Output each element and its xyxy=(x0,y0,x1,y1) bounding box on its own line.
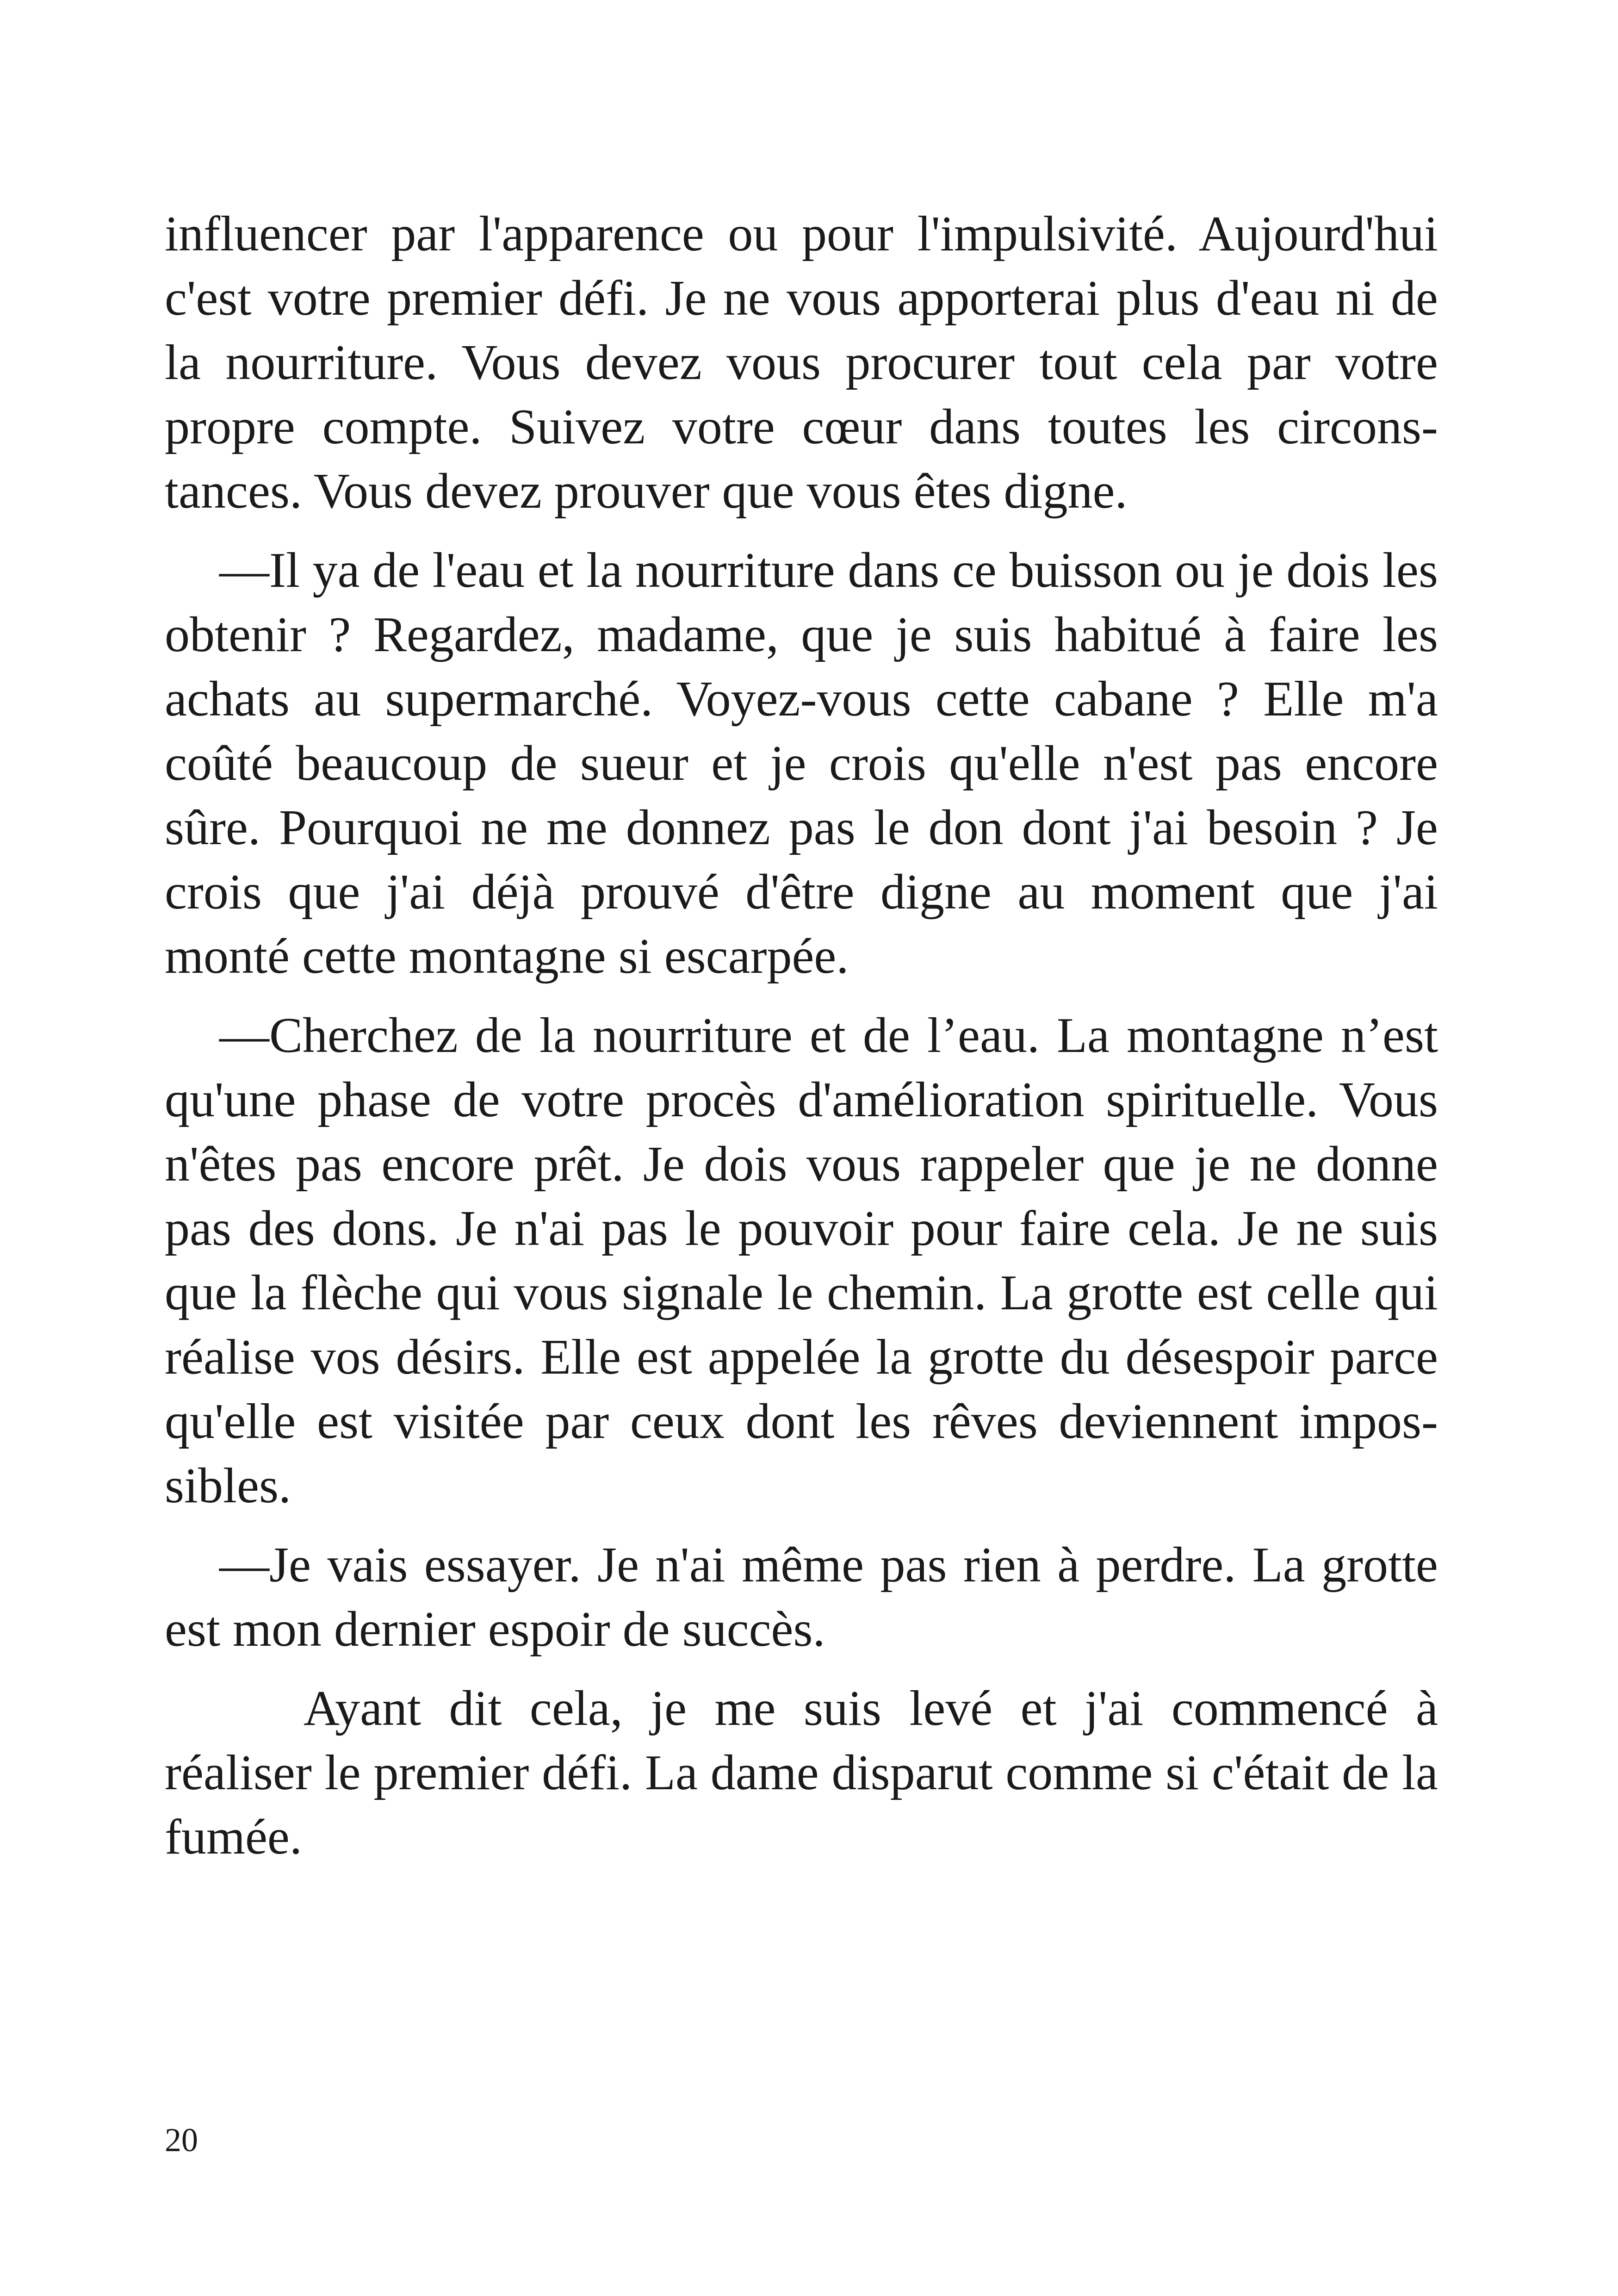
paragraph-dialogue-3: —Je vais essayer. Je n'ai même pas rien à perdre. La grotte est mon dernier espoir de succès. xyxy=(165,1537,1438,1657)
paragraph-narration: Ayant dit cela, je me suis levé et j'ai commencé à réaliser le premier défi. La dame disparut comme si c'était de la fumée. xyxy=(165,1681,1438,1865)
paragraph-continuation: influencer par l'apparence ou pour l'impulsivité. Aujourd'hui c'est votre premier défi. Je ne vous apporterai plus d'eau ni de la nourriture. Vous devez vous procurer tout cela par votre propre compte. Suivez votre cœur dans toutes les circonstances. Vous devez prouver que vous êtes digne. xyxy=(165,206,1438,519)
page-number: 20 xyxy=(165,2122,198,2159)
paragraph-dialogue-1: —Il ya de l'eau et la nourriture dans ce buisson ou je dois les obtenir ? Regardez, madame, que je suis habitué à faire les achats au supermarché. Voyez-vous cette cabane ? Elle m'a coûté beaucoup de sueur et je crois qu'elle n'est pas encore sûre. Pourquoi ne me donnez pas le don dont j'ai besoin ? Je crois que j'ai déjà prouvé d'être digne au moment que j'ai monté cette montagne si escarpée. xyxy=(165,543,1438,984)
body-text xyxy=(165,202,1438,1884)
paragraph-dialogue-2: —Cherchez de la nourriture et de l’eau. La montagne n’est qu'une phase de votre procès d'amélioration spirituelle. Vous n'êtes pas encore prêt. Je dois vous rappeler que je ne donne pas des dons. Je n'ai pas le pouvoir pour faire cela. Je ne suis que la flèche qui vous signale le chemin. La grotte est celle qui réalise vos désirs. Elle est appelée la grotte du désespoir parce qu'elle est visitée par ceux dont les rêves deviennent impossibles. xyxy=(165,1008,1438,1513)
